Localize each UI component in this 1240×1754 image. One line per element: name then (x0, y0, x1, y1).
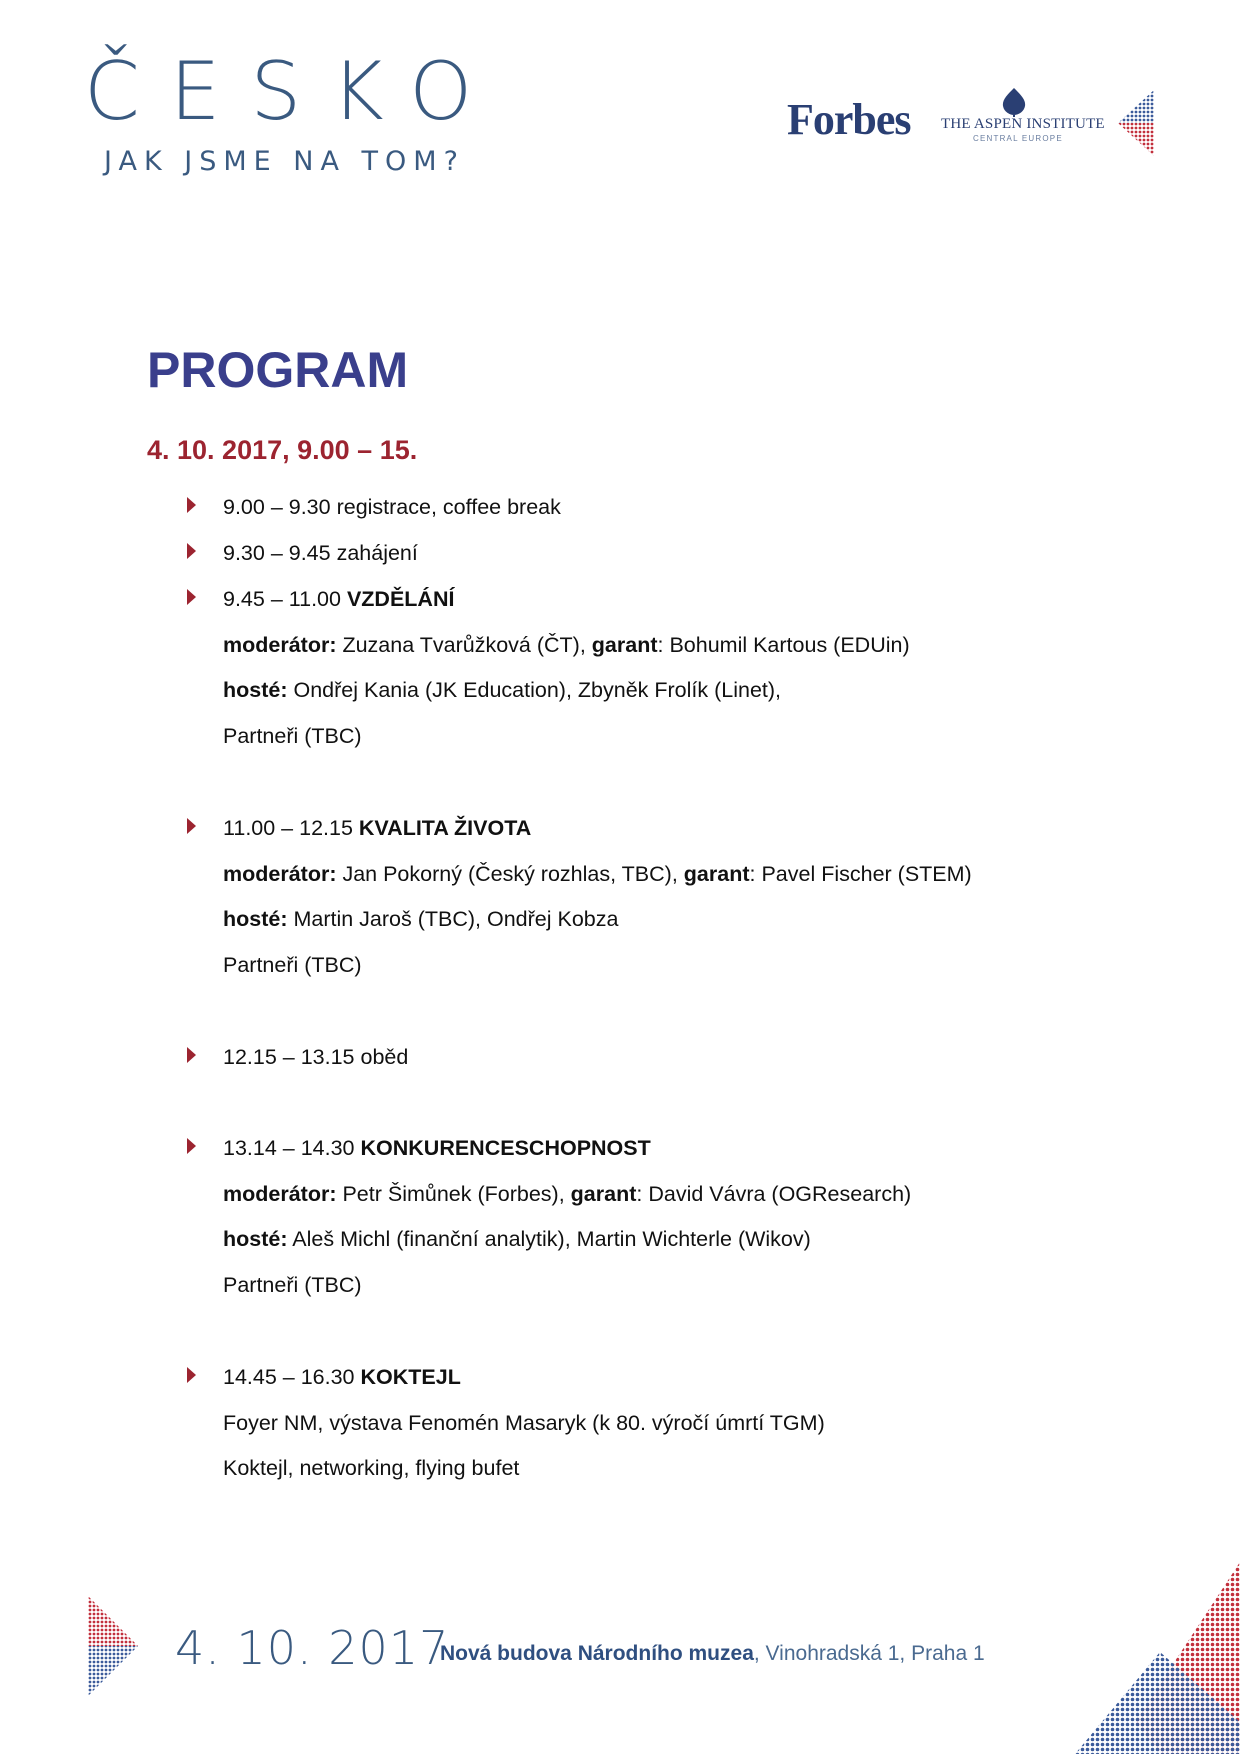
schedule-title: KONKURENCESCHOPNOST (360, 1136, 651, 1160)
footer-venue (440, 1643, 985, 1664)
schedule-item (223, 1367, 461, 1389)
schedule-time: 9.30 – 9.45 (223, 541, 337, 565)
bullet-icon (187, 818, 196, 834)
partners-line: Partneři (TBC) (223, 953, 362, 977)
moderator-name: Zuzana Tvarůžková (ČT), (336, 633, 592, 657)
bullet-icon (187, 1367, 196, 1383)
schedule-item (223, 1047, 408, 1069)
garant-name: : David Vávra (OGResearch) (636, 1182, 912, 1206)
moderator-label: moderátor: (223, 1182, 337, 1206)
partners-line: Partneři (TBC) (223, 1273, 362, 1297)
guests-label: hosté: (223, 907, 288, 931)
garant-label: garant (591, 633, 658, 657)
note-line: Koktejl, networking, flying bufet (223, 1456, 520, 1480)
schedule-time: 13.14 – 14.30 (223, 1136, 361, 1160)
garant-label: garant (570, 1182, 637, 1206)
bullet-icon (187, 497, 196, 513)
program-heading: PROGRAM (147, 342, 409, 398)
schedule-item (223, 543, 418, 565)
venue-address: , Vinohradská 1, Praha 1 (753, 1642, 985, 1665)
schedule-item (223, 818, 531, 840)
guests-line (223, 1229, 811, 1251)
program-date: 4. 10. 2017, 9.00 – 15. (147, 435, 418, 465)
schedule-title: KOKTEJL (360, 1365, 461, 1389)
bullet-icon (187, 589, 196, 605)
note-line: Foyer NM, výstava Fenomén Masaryk (k 80. výročí úmrtí TGM) (223, 1411, 825, 1435)
schedule-title: KVALITA ŽIVOTA (358, 816, 532, 840)
schedule-item (223, 589, 454, 611)
aspen-subname: CENTRAL EUROPE (973, 134, 1063, 143)
schedule-time: 12.15 – 13.15 (223, 1045, 361, 1069)
schedule-title: registrace, coffee break (336, 495, 561, 519)
forbes-logo: Forbes (787, 95, 911, 144)
schedule-title: oběd (360, 1045, 409, 1069)
schedule-time: 9.00 – 9.30 (223, 495, 337, 519)
moderator-name: Petr Šimůnek (Forbes), (336, 1182, 571, 1206)
schedule-time: 11.00 – 12.15 (223, 816, 359, 840)
guests-names: Martin Jaroš (TBC), Ondřej Kobza (287, 907, 619, 931)
guests-line (223, 909, 618, 931)
schedule-title: zahájení (336, 541, 418, 565)
guests-names: Ondřej Kania (JK Education), Zbyněk Frolík (Linet), (287, 678, 782, 702)
bullet-icon (187, 1138, 196, 1154)
aspen-name: THE ASPEN INSTITUTE (941, 116, 1105, 132)
schedule-item (223, 497, 561, 519)
moderator-line (223, 635, 910, 657)
corner-triangles-icon (1040, 1562, 1240, 1754)
footer-date: 4. 10. 2017 (175, 1621, 450, 1675)
triangle-logo-icon (88, 1596, 138, 1696)
schedule-time: 9.45 – 11.00 (223, 587, 347, 611)
event-subtitle: JAK JSME NA TOM? (104, 146, 465, 177)
bullet-icon (187, 1047, 196, 1063)
garant-label: garant (683, 862, 750, 886)
moderator-line (223, 1184, 911, 1206)
event-title: ČESKO (84, 45, 503, 138)
schedule-item (223, 1138, 651, 1160)
bullet-icon (187, 543, 196, 559)
guests-label: hosté: (223, 1227, 288, 1251)
venue-name: Nová budova Národního muzea (440, 1642, 754, 1665)
moderator-label: moderátor: (223, 633, 337, 657)
moderator-line (223, 864, 972, 886)
guests-label: hosté: (223, 678, 288, 702)
garant-name: : Pavel Fischer (STEM) (749, 862, 972, 886)
triangle-logo-icon (1118, 90, 1154, 156)
garant-name: : Bohumil Kartous (EDUin) (657, 633, 910, 657)
moderator-label: moderátor: (223, 862, 337, 886)
guests-names: Aleš Michl (finanční analytik), Martin Wichterle (Wikov) (287, 1227, 811, 1251)
aspen-institute-logo (941, 87, 1105, 147)
schedule-title: VZDĚLÁNÍ (346, 587, 455, 611)
partners-line: Partneři (TBC) (223, 724, 362, 748)
guests-line (223, 680, 781, 702)
schedule-time: 14.45 – 16.30 (223, 1365, 361, 1389)
aspen-leaf-icon (999, 87, 1029, 117)
moderator-name: Jan Pokorný (Český rozhlas, TBC), (336, 862, 684, 886)
